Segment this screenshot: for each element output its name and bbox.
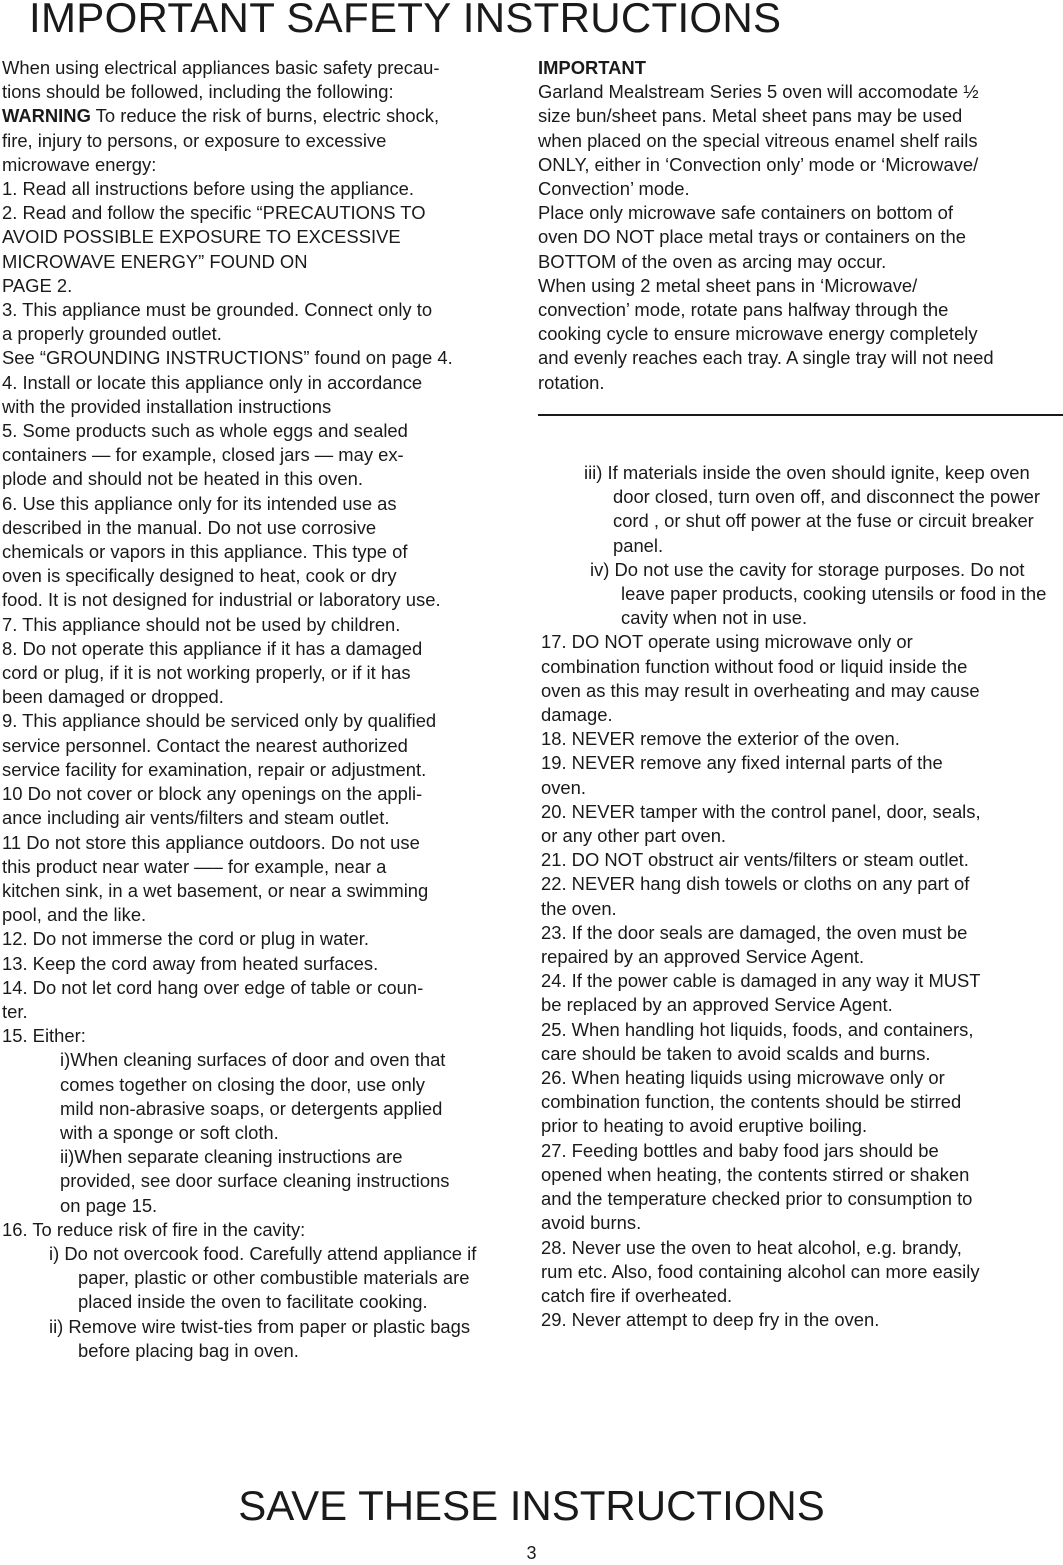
subitem-line: provided, see door surface cleaning instructions (60, 1170, 450, 1192)
intro-line: When using electrical appliances basic safety precau- (2, 57, 440, 78)
text-line: oven as this may result in overheating and may cause (541, 679, 980, 701)
text-line: plode and should not be heated in this oven. (2, 468, 363, 490)
text-line: ance including air vents/filters and steam outlet. (2, 807, 390, 829)
text-line: 9. This appliance should be serviced only by qualified (2, 710, 437, 732)
subitem-fire-ii: ii) Remove wire twist-ties from paper or plastic bags before placing bag in oven. (49, 1315, 471, 1361)
text-line: PAGE 2. (2, 274, 73, 296)
text-line: 11 Do not store this appliance outdoors. Do not use (2, 831, 420, 853)
text-line: ONLY, either in ‘Convection only’ mode or ‘Microwave/ (538, 153, 979, 175)
text-line: 14. Do not let cord hang over edge of table or coun- (2, 976, 424, 998)
text-line: containers — for example, closed jars — may ex- (2, 444, 404, 466)
subitem-line: on page 15. (60, 1194, 158, 1216)
text-line: rotation. (538, 371, 605, 393)
subitem-fire-i: i) Do not overcook food. Carefully attend appliance if paper, plastic or other combustible materials are placed inside the oven to facilitate cooking. (49, 1242, 477, 1313)
text-line: cooking cycle to ensure microwave energy completely (538, 323, 978, 345)
right-column (541, 461, 1063, 1332)
text-line: 25. When handling hot liquids, foods, and containers, (541, 1018, 974, 1040)
text-line: service personnel. Contact the nearest authorized (2, 734, 408, 756)
text-line: Place only microwave safe containers on bottom of (538, 202, 954, 224)
text-line: convection’ mode, rotate pans halfway through the (538, 299, 949, 321)
text-line: with the provided installation instructions (2, 395, 332, 417)
text-line: 19. NEVER remove any fixed internal parts of the (541, 752, 943, 774)
text-line: care should be taken to avoid scalds and burns. (541, 1042, 931, 1064)
text-line: MICROWAVE ENERGY” FOUND ON (2, 250, 308, 272)
text-line: 21. DO NOT obstruct air vents/filters or steam outlet. (541, 849, 969, 871)
text-line: combination function, the contents should be stirred (541, 1091, 962, 1113)
text-line: rum etc. Also, food containing alcohol can more easily (541, 1260, 980, 1282)
text-line: cord or plug, if it is not working properly, or if it has (2, 662, 411, 684)
text-line: and evenly reaches each tray. A single tray will not need (538, 347, 994, 369)
text-line: Convection’ mode. (538, 178, 690, 200)
warning-label: WARNING (2, 105, 91, 127)
important-heading-text: IMPORTANT (538, 57, 646, 78)
text-line: described in the manual. Do not use corrosive (2, 516, 377, 538)
text-line: 24. If the power cable is damaged in any way it MUST (541, 970, 981, 992)
text-line: oven DO NOT place metal trays or containers on the (538, 226, 966, 248)
subitem-line: comes together on closing the door, use only (60, 1073, 425, 1095)
text-line: avoid burns. (541, 1212, 642, 1234)
page-title: IMPORTANT SAFETY INSTRUCTIONS (29, 0, 782, 41)
text-line: BOTTOM of the oven as arcing may occur. (538, 250, 887, 272)
text-line: combination function without food or liquid inside the (541, 655, 968, 677)
warning-text: To reduce the risk of burns, electric shock, (90, 105, 440, 127)
text-line: oven is specifically designed to heat, cook or dry (2, 565, 397, 587)
subitem-line: ii)When separate cleaning instructions are (60, 1146, 403, 1168)
text-line: 16. To reduce risk of fire in the cavity: (2, 1218, 306, 1240)
save-instructions-footer: SAVE THESE INSTRUCTIONS (238, 1482, 825, 1529)
text-line: 6. Use this appliance only for its intended use as (2, 492, 397, 514)
text-line: and the temperature checked prior to consumption to (541, 1188, 973, 1210)
text-line: ter. (2, 1000, 28, 1022)
text-line: damage. (541, 704, 613, 726)
section-divider (538, 414, 1063, 416)
text-line: 3. This appliance must be grounded. Connect only to (2, 299, 433, 321)
warning-line (2, 104, 507, 128)
text-line: microwave energy: (2, 153, 157, 175)
text-line: 5. Some products such as whole eggs and sealed (2, 420, 408, 442)
subitem-fire-iv: iv) Do not use the cavity for storage purposes. Do not leave paper products, cooking utensils or food in the cavity when not in use. (590, 558, 1047, 629)
subitem-line: i)When cleaning surfaces of door and oven that (60, 1049, 446, 1071)
intro-line: tions should be followed, including the following: (2, 81, 394, 103)
text-line: Garland Mealstream Series 5 oven will accomodate ½ (538, 81, 979, 103)
important-heading (538, 56, 1063, 80)
text-line: a properly grounded outlet. (2, 323, 222, 345)
text-line: food. It is not designed for industrial or laboratory use. (2, 589, 441, 611)
text-line: See “GROUNDING INSTRUCTIONS” found on page 4. (2, 347, 453, 369)
text-line: size bun/sheet pans. Metal sheet pans may be used (538, 105, 963, 127)
text-line: 29. Never attempt to deep fry in the oven. (541, 1309, 880, 1331)
text-line: 4. Install or locate this appliance only in accordance (2, 371, 423, 393)
text-line: 1. Read all instructions before using the appliance. (2, 178, 415, 200)
text-line: 17. DO NOT operate using microwave only or (541, 631, 913, 653)
text-line: oven. (541, 776, 586, 798)
text-line: 7. This appliance should not be used by children. (2, 613, 401, 635)
text-line: repaired by an approved Service Agent. (541, 946, 865, 968)
page-number: 3 (526, 1543, 537, 1563)
text-line: service facility for examination, repair or adjustment. (2, 758, 427, 780)
text-line: 23. If the door seals are damaged, the oven must be (541, 921, 968, 943)
text-line: prior to heating to avoid eruptive boiling. (541, 1115, 868, 1137)
text-line: 12. Do not immerse the cord or plug in water. (2, 928, 369, 950)
text-line: been damaged or dropped. (2, 686, 224, 708)
text-line: when placed on the special vitreous enamel shelf rails (538, 129, 978, 151)
subitem-fire-iii: iii) If materials inside the oven should ignite, keep oven door closed, turn oven off, and disconnect the power cord , or shut off power at the fuse or circuit breaker panel. (584, 462, 1041, 556)
text-line: chemicals or vapors in this appliance. This type of (2, 541, 408, 563)
important-box (538, 56, 1063, 395)
text-line: 22. NEVER hang dish towels or cloths on any part of (541, 873, 970, 895)
text-line: opened when heating, the contents stirred or shaken (541, 1163, 970, 1185)
text-line: or any other part oven. (541, 825, 727, 847)
text-line: AVOID POSSIBLE EXPOSURE TO EXCESSIVE (2, 226, 401, 248)
text-line: fire, injury to persons, or exposure to excessive (2, 129, 387, 151)
text-line: 2. Read and follow the specific “PRECAUTIONS TO (2, 202, 426, 224)
text-line: be replaced by an approved Service Agent. (541, 994, 893, 1016)
left-column (2, 56, 507, 1363)
subitem-line: with a sponge or soft cloth. (60, 1121, 279, 1143)
text-line: the oven. (541, 897, 617, 919)
text-line: pool, and the like. (2, 904, 147, 926)
text-line: catch fire if overheated. (541, 1284, 733, 1306)
text-line: 8. Do not operate this appliance if it has a damaged (2, 637, 423, 659)
text-line: 10 Do not cover or block any openings on the appli- (2, 783, 423, 805)
text-line: 26. When heating liquids using microwave only or (541, 1067, 945, 1089)
text-line: 20. NEVER tamper with the control panel, door, seals, (541, 800, 981, 822)
text-line: 28. Never use the oven to heat alcohol, e.g. brandy, (541, 1236, 962, 1258)
text-line: 27. Feeding bottles and baby food jars should be (541, 1139, 939, 1161)
text-line: kitchen sink, in a wet basement, or near a swimming (2, 879, 429, 901)
text-line: 15. Either: (2, 1025, 86, 1047)
text-line: When using 2 metal sheet pans in ‘Microwave/ (538, 274, 918, 296)
text-line: this product near water —– for example, near a (2, 855, 387, 877)
subitem-line: mild non-abrasive soaps, or detergents applied (60, 1097, 443, 1119)
text-line: 18. NEVER remove the exterior of the oven. (541, 728, 900, 750)
text-line: 13. Keep the cord away from heated surfaces. (2, 952, 379, 974)
